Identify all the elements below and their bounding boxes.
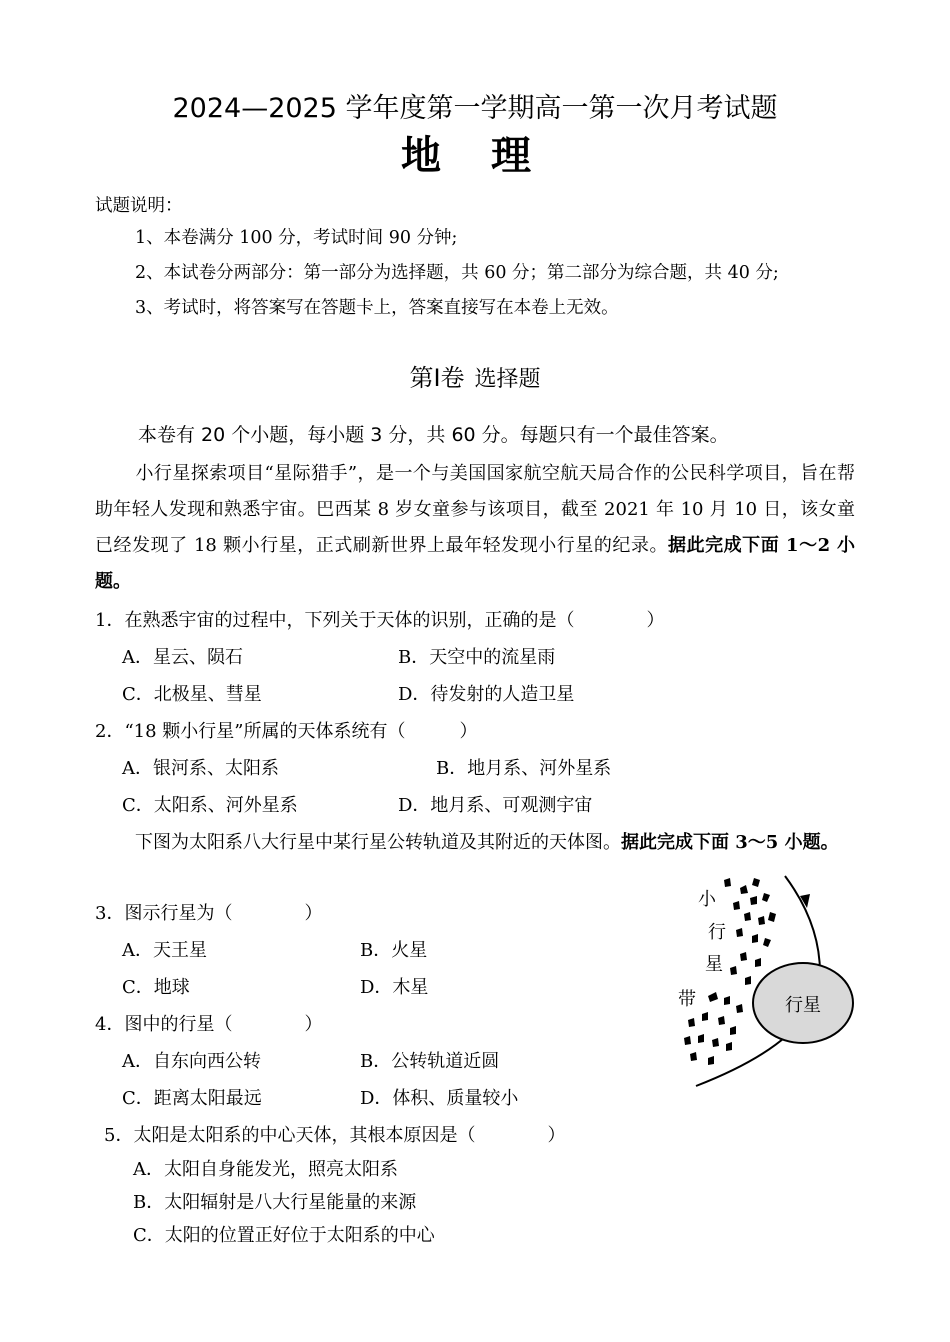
question-option: B．地月系、河外星系: [436, 758, 612, 779]
question-option: C．北极星、彗星: [122, 684, 262, 705]
question-stem: 3．图示行星为（ ）: [95, 903, 323, 924]
passage-1-text: 小行星探索项目“星际猎手”，是一个与美国国家航空航天局合作的公民科学项目，旨在帮助年轻人发现和熟悉宇宙。巴西某 8 岁女童参与该项目，截至 2021 年 10 月 10 日，该女童已经发现了 18 颗小行星，正式刷新世界上最年轻发现小行星的纪录。: [95, 463, 855, 556]
asteroid: [688, 1018, 695, 1027]
asteroid: [684, 1036, 691, 1045]
question-option: C．太阳的位置正好位于太阳系的中心: [133, 1225, 435, 1246]
question-option: D．地月系、可观测宇宙: [398, 795, 593, 816]
orbit-diagram: [660, 868, 860, 1093]
asteroid: [724, 996, 730, 1005]
asteroid: [690, 1052, 697, 1061]
question-option: B．天空中的流星雨: [398, 647, 556, 668]
belt-label-char: 行: [708, 922, 726, 943]
asteroid: [730, 966, 737, 975]
belt-label-char: 带: [678, 989, 696, 1010]
asteroid: [745, 976, 751, 985]
section-subtitle: 选择题: [474, 367, 541, 392]
question-option: D．体积、质量较小: [360, 1088, 519, 1109]
question-option: B．火星: [360, 940, 428, 961]
section-title: [0, 358, 950, 393]
question-option: C．太阳系、河外星系: [122, 795, 298, 816]
asteroid: [762, 893, 770, 902]
passage-1-instruction: 据此完成下面 1～2 小题。: [95, 535, 855, 592]
asteroid: [750, 896, 757, 905]
asteroid: [712, 1038, 719, 1047]
asteroid: [752, 878, 760, 887]
belt-label-char: 星: [705, 954, 723, 975]
asteroid: [718, 1016, 725, 1025]
asteroid: [758, 916, 765, 925]
asteroid: [768, 912, 776, 922]
instruction-item: 1、本卷满分 100 分，考试时间 90 分钟;: [135, 228, 458, 248]
instruction-item: 3、考试时，将答案写在答题卡上，答案直接写在本卷上无效。: [135, 298, 619, 318]
passage-2-text: 下图为太阳系八大行星中某行星公转轨道及其附近的天体图。: [135, 832, 621, 853]
asteroid: [744, 912, 751, 921]
question-option: D．木星: [360, 977, 429, 998]
passage-2-instruction: 据此完成下面 3～5 小题。: [621, 832, 839, 853]
passage-2: [95, 825, 855, 861]
asteroid: [733, 901, 740, 910]
question-stem: 1．在熟悉宇宙的过程中，下列关于天体的识别，正确的是（ ）: [95, 610, 665, 631]
question-option: A．天王星: [122, 940, 207, 961]
passage-1: [95, 456, 855, 600]
asteroid: [708, 1056, 714, 1065]
asteroid: [702, 1012, 708, 1021]
belt-label-char: 小: [698, 889, 716, 910]
planet-label: 行星: [785, 995, 821, 1016]
asteroid: [736, 928, 743, 937]
question-option: B．公转轨道近圆: [360, 1051, 500, 1072]
asteroid: [763, 938, 771, 947]
question-option: C．地球: [122, 977, 190, 998]
asteroid: [755, 958, 761, 967]
question-option: A．自东向西公转: [122, 1051, 261, 1072]
asteroid: [730, 1026, 736, 1035]
asteroid: [698, 1034, 704, 1043]
asteroid: [736, 1004, 743, 1013]
question-option: A．星云、陨石: [122, 647, 243, 668]
question-stem: 2．“18 颗小行星”所属的天体系统有（ ）: [95, 721, 478, 742]
section-note: 本卷有 20 个小题，每小题 3 分，共 60 分。每题只有一个最佳答案。: [138, 424, 729, 446]
asteroid: [740, 952, 747, 961]
section-name: 第Ⅰ卷: [409, 364, 465, 392]
exam-title: 2024—2025 学年度第一学期高一第一次月考试题: [172, 93, 778, 124]
question-option: B．太阳辐射是八大行星能量的来源: [133, 1192, 417, 1213]
instruction-item: 2、本试卷分两部分：第一部分为选择题，共 60 分；第二部分为综合题，共 40 分;: [135, 263, 779, 283]
question-option: D．待发射的人造卫星: [398, 684, 575, 705]
asteroid: [740, 885, 748, 894]
question-stem: 5．太阳是太阳系的中心天体，其根本原因是（ ）: [104, 1125, 566, 1146]
asteroid: [724, 878, 731, 887]
instructions-heading: 试题说明：: [95, 196, 183, 216]
question-option: C．距离太阳最远: [122, 1088, 262, 1109]
asteroid: [752, 934, 758, 943]
subject-title: 地 理: [401, 133, 549, 179]
question-option: A．太阳自身能发光，照亮太阳系: [133, 1159, 398, 1180]
asteroid-belt-figure: [660, 868, 860, 1093]
asteroid: [708, 992, 718, 1002]
question-option: A．银河系、太阳系: [122, 758, 279, 779]
question-stem: 4．图中的行星（ ）: [95, 1014, 323, 1035]
asteroid: [726, 1042, 732, 1051]
